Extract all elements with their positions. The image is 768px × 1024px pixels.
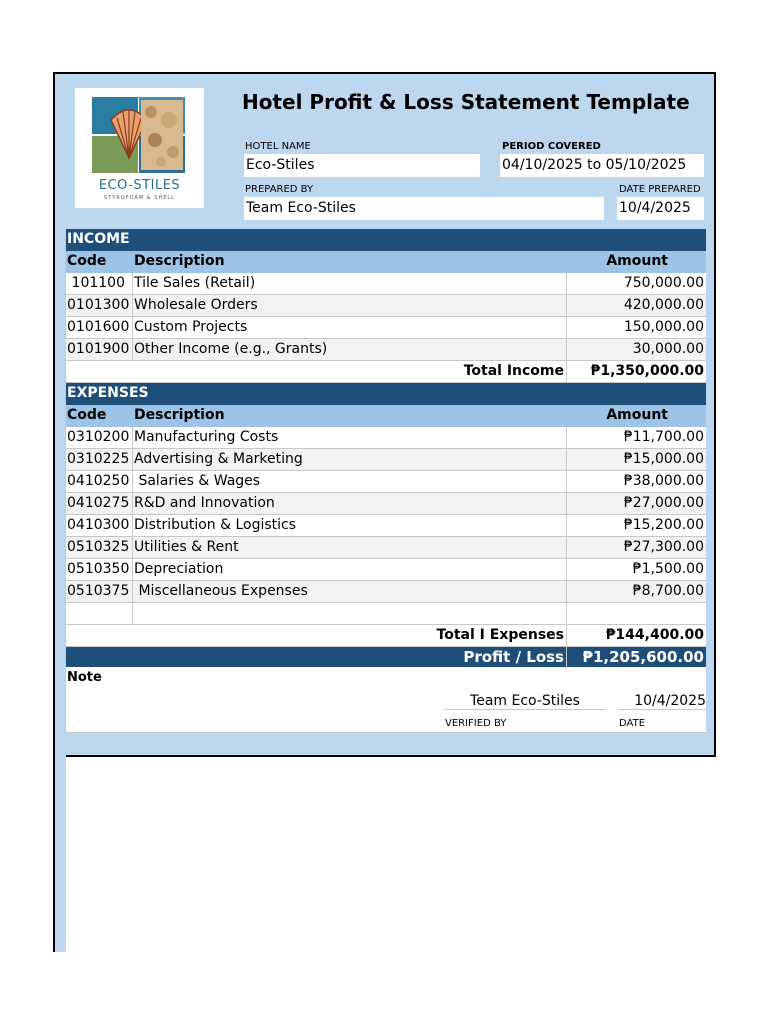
expense-code[interactable]: 0510350 (67, 561, 130, 577)
expense-amount[interactable]: ₱38,000.00 (566, 471, 706, 492)
expense-code[interactable]: 0510325 (67, 539, 130, 555)
expense-amount[interactable]: ₱15,000.00 (566, 449, 706, 470)
total-income-row (66, 361, 706, 383)
expense-description-empty[interactable] (132, 603, 565, 624)
income-column-header (66, 251, 706, 273)
profit-loss-row (66, 647, 706, 669)
expense-amount[interactable]: ₱11,700.00 (566, 427, 706, 448)
notes-area (65, 667, 706, 733)
expense-amount[interactable]: ₱27,300.00 (566, 537, 706, 558)
expense-row (66, 449, 706, 471)
expenses-col-amount: Amount (566, 405, 706, 427)
total-expenses-value: ₱144,400.00 (566, 625, 706, 646)
verified-date-label: DATE (619, 718, 646, 729)
prepared-by-label: PREPARED BY (245, 184, 314, 195)
verified-date-field[interactable]: 10/4/2025 (618, 693, 706, 710)
expense-description[interactable]: Distribution & Logistics (132, 515, 565, 536)
expense-amount[interactable]: ₱1,500.00 (566, 559, 706, 580)
income-code[interactable]: 0101300 (67, 297, 130, 313)
sheet-left-strip (53, 753, 66, 952)
expense-row-empty (66, 603, 706, 625)
expense-amount[interactable]: ₱15,200.00 (566, 515, 706, 536)
income-row (66, 339, 706, 361)
logo-brand: ECO-STILES (98, 178, 181, 193)
income-section-header (66, 229, 706, 251)
expense-row (66, 515, 706, 537)
expense-code[interactable]: 0310225 (67, 451, 130, 467)
expense-row (66, 537, 706, 559)
income-col-amount: Amount (566, 251, 706, 273)
company-logo (75, 88, 204, 208)
date-prepared-field[interactable]: 10/4/2025 (617, 197, 704, 220)
expense-row (66, 427, 706, 449)
expense-code-empty[interactable] (67, 603, 131, 624)
income-description[interactable]: Wholesale Orders (132, 295, 565, 316)
expense-row (66, 471, 706, 493)
expense-amount[interactable]: ₱27,000.00 (566, 493, 706, 514)
income-code[interactable]: 0101600 (67, 319, 130, 335)
verified-by-label: VERIFIED BY (445, 718, 507, 729)
expenses-col-code: Code (67, 407, 107, 423)
expense-amount[interactable]: ₱8,700.00 (566, 581, 706, 602)
expense-code[interactable]: 0410275 (67, 495, 130, 511)
expense-description[interactable]: Miscellaneous Expenses (132, 581, 565, 602)
expense-row (66, 581, 706, 603)
income-row (66, 295, 706, 317)
expense-row (66, 493, 706, 515)
profit-loss-table (65, 229, 706, 669)
expense-row (66, 559, 706, 581)
expense-code[interactable]: 0410300 (67, 517, 130, 533)
income-amount[interactable]: 30,000.00 (566, 339, 706, 360)
income-col-code: Code (67, 253, 107, 269)
date-prepared-label: DATE PREPARED (619, 184, 701, 195)
note-label: Note (67, 670, 102, 685)
income-code[interactable]: 101100 (71, 275, 125, 291)
verified-by-field[interactable]: Team Eco-Stiles (444, 693, 606, 710)
period-label: PERIOD COVERED (502, 141, 601, 152)
expenses-column-header (66, 405, 706, 427)
total-expenses-label: Total I Expenses (436, 627, 564, 643)
expense-description[interactable]: Utilities & Rent (132, 537, 565, 558)
period-field[interactable]: 04/10/2025 to 05/10/2025 (500, 154, 704, 177)
income-row (66, 317, 706, 339)
income-amount[interactable]: 150,000.00 (566, 317, 706, 338)
total-income-label: Total Income (463, 363, 564, 379)
expenses-section-label: EXPENSES (67, 385, 149, 401)
income-description[interactable]: Custom Projects (132, 317, 565, 338)
expense-code[interactable]: 0410250 (67, 473, 130, 489)
logo-tagline: STYROFOAM & SHELL (104, 195, 175, 201)
hotel-name-label: HOTEL NAME (245, 141, 311, 152)
income-col-description: Description (132, 251, 565, 273)
expense-code[interactable]: 0310200 (67, 429, 130, 445)
expense-code[interactable]: 0510375 (67, 583, 130, 599)
expense-description[interactable]: R&D and Innovation (132, 493, 565, 514)
profit-loss-label: Profit / Loss (463, 648, 564, 666)
expenses-section-header (66, 383, 706, 405)
expense-description[interactable]: Salaries & Wages (132, 471, 565, 492)
expense-amount-empty[interactable] (566, 603, 706, 624)
income-description[interactable]: Tile Sales (Retail) (132, 273, 565, 294)
income-amount[interactable]: 750,000.00 (566, 273, 706, 294)
expense-description[interactable]: Depreciation (132, 559, 565, 580)
expense-description[interactable]: Advertising & Marketing (132, 449, 565, 470)
prepared-by-field[interactable]: Team Eco-Stiles (244, 197, 604, 220)
page-title: Hotel Profit & Loss Statement Template (242, 90, 690, 114)
income-row (66, 273, 706, 295)
income-description[interactable]: Other Income (e.g., Grants) (132, 339, 565, 360)
total-income-value: ₱1,350,000.00 (566, 361, 706, 382)
income-code[interactable]: 0101900 (67, 341, 130, 357)
profit-loss-value: ₱1,205,600.00 (566, 647, 706, 669)
total-expenses-row (66, 625, 706, 647)
income-section-label: INCOME (67, 231, 130, 247)
stone-texture-icon (141, 100, 183, 170)
hotel-name-field[interactable]: Eco-Stiles (244, 154, 480, 177)
income-amount[interactable]: 420,000.00 (566, 295, 706, 316)
expense-description[interactable]: Manufacturing Costs (132, 427, 565, 448)
expenses-col-description: Description (132, 405, 565, 427)
